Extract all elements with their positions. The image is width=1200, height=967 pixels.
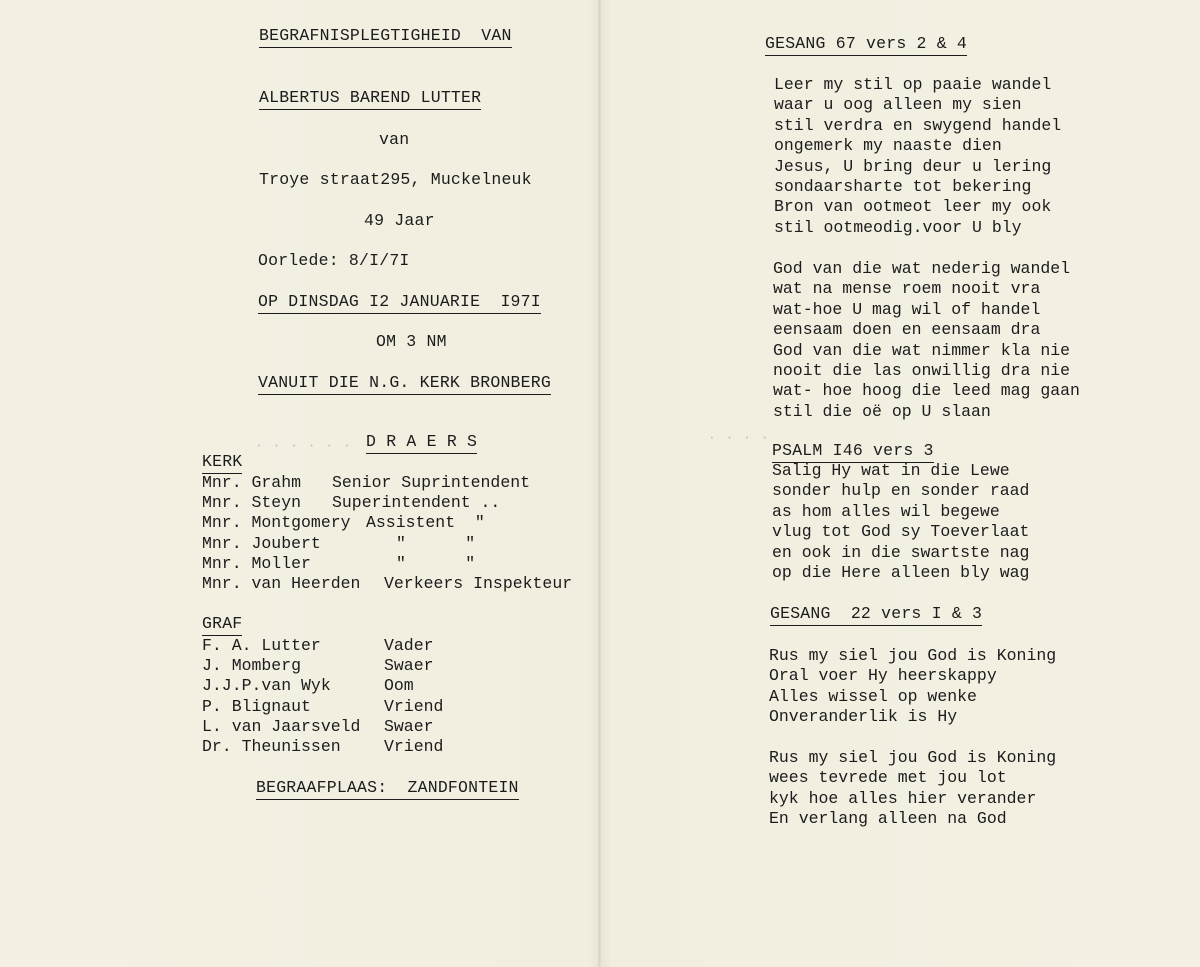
- bearer-row: [202, 513, 602, 533]
- graf-name: L. van Jaarsveld: [202, 716, 361, 736]
- graf-name: Dr. Theunissen: [202, 736, 341, 756]
- lyric-line: Oral voer Hy heerskappy: [769, 666, 997, 686]
- graf-row: [202, 636, 502, 656]
- lyric-line: Leer my stil op paaie wandel: [774, 75, 1052, 94]
- bearer-role: Assistent ": [366, 513, 485, 533]
- bearer-role: Verkeers Inspekteur: [384, 573, 573, 593]
- bearer-role: Superintendent ..: [332, 493, 501, 513]
- graf-row: [202, 656, 502, 676]
- bearer-row: [202, 554, 602, 574]
- lyric-line: Rus my siel jou God is Koning: [769, 646, 1057, 665]
- cemetery: BEGRAAFPLAAS: ZANDFONTEIN: [256, 778, 519, 800]
- bearer-row: [202, 493, 602, 513]
- graf-row: [202, 737, 502, 757]
- age: 49 Jaar: [364, 211, 435, 230]
- bearer-role: Senior Suprintendent: [332, 473, 531, 492]
- lyric-line: waar u oog alleen my sien: [774, 95, 1022, 115]
- lyric-line: stil verdra en swygend handel: [774, 115, 1062, 135]
- lyric-line: kyk hoe alles hier verander: [769, 788, 1037, 808]
- graf-name: F. A. Lutter: [202, 636, 321, 655]
- kerk-heading: KERK: [202, 452, 242, 474]
- deceased-name: ALBERTUS BAREND LUTTER: [259, 88, 481, 110]
- lyric-line: wat na mense roem nooit vra: [773, 279, 1041, 299]
- lyric-line: eensaam doen en eensaam dra: [773, 320, 1041, 340]
- lyric-line: sondaarsharte tot bekering: [774, 176, 1032, 196]
- lyric-line: wat- hoe hoog die leed mag gaan: [773, 381, 1080, 401]
- bearer-row: [202, 574, 602, 594]
- lyric-line: en ook in die swartste nag: [772, 542, 1030, 562]
- lyric-line: Onveranderlik is Hy: [769, 707, 958, 727]
- lyric-line: op die Here alleen bly wag: [772, 562, 1030, 582]
- psalm-title: PSALM I46 vers 3: [772, 441, 934, 463]
- lyric-line: ongemerk my naaste dien: [774, 136, 1002, 156]
- lyric-line: sonder hulp en sonder raad: [772, 481, 1030, 501]
- lyric-line: stil die oë op U slaan: [773, 401, 991, 421]
- service-time: OM 3 NM: [376, 332, 447, 351]
- lyric-line: Salig Hy wat in die Lewe: [772, 461, 1010, 480]
- bearer-role: " ": [396, 533, 476, 553]
- bearer-name: Mnr. Grahm: [202, 473, 302, 492]
- graf-name: J. Momberg: [202, 656, 302, 676]
- lyric-line: Jesus, U bring deur u lering: [774, 156, 1052, 176]
- bearer-row: [202, 534, 602, 554]
- ink-show-through-right: · · · ·: [708, 430, 770, 445]
- graf-row: [202, 697, 502, 717]
- bearer-name: Mnr. Montgomery: [202, 513, 351, 533]
- address: Troye straat295, Muckelneuk: [259, 170, 532, 189]
- graf-relation: Swaer: [384, 656, 434, 676]
- graf-name: J.J.P.van Wyk: [202, 676, 331, 696]
- graf-bearers-list: [202, 636, 502, 757]
- bearer-name: Mnr. van Heerden: [202, 573, 361, 593]
- graf-relation: Vriend: [384, 736, 444, 756]
- van-label: van: [379, 130, 410, 149]
- psalm-verse: [772, 461, 1029, 583]
- graf-relation: Oom: [384, 676, 414, 696]
- graf-name: P. Blignaut: [202, 696, 311, 716]
- lyric-line: Rus my siel jou God is Koning: [769, 748, 1057, 767]
- lyric-line: nooit die las onwillig dra nie: [773, 360, 1071, 380]
- bearer-name: Mnr. Moller: [202, 553, 311, 573]
- kerk-bearers-list: [202, 473, 602, 594]
- hymn1-title: GESANG 67 vers 2 & 4: [765, 34, 967, 56]
- lyric-line: wees tevrede met jou lot: [769, 768, 1007, 788]
- lyric-line: stil ootmeodig.voor U bly: [774, 217, 1022, 237]
- lyric-line: God van die wat nederig wandel: [773, 259, 1071, 278]
- date-of-death: Oorlede: 8/I/7I: [258, 251, 410, 270]
- heading-ceremony: BEGRAFNISPLEGTIGHEID VAN: [259, 26, 512, 48]
- graf-heading: GRAF: [202, 614, 242, 636]
- lyric-line: God van die wat nimmer kla nie: [773, 340, 1071, 360]
- bearer-name: Mnr. Steyn: [202, 493, 302, 513]
- lyric-line: En verlang alleen na God: [769, 809, 1007, 829]
- graf-row: [202, 717, 502, 737]
- lyric-line: Bron van ootmeot leer my ook: [774, 197, 1052, 217]
- bearer-row: [202, 473, 602, 493]
- lyric-line: vlug tot God sy Toeverlaat: [772, 522, 1030, 542]
- bearer-name: Mnr. Joubert: [202, 533, 321, 553]
- graf-relation: Vriend: [384, 696, 444, 716]
- ink-show-through: · · · · · ·: [255, 438, 352, 453]
- service-date: OP DINSDAG I2 JANUARIE I97I: [258, 292, 541, 314]
- graf-relation: Vader: [384, 636, 434, 655]
- service-location: VANUIT DIE N.G. KERK BRONBERG: [258, 373, 551, 395]
- lyric-line: wat-hoe U mag wil of handel: [773, 299, 1041, 319]
- hymn1-verse1: [774, 75, 1061, 238]
- hymn1-verse2: [773, 259, 1080, 422]
- graf-row: [202, 676, 502, 696]
- bearer-role: " ": [396, 553, 476, 573]
- bearers-heading: D R A E R S: [366, 432, 477, 454]
- lyric-line: Alles wissel op wenke: [769, 686, 977, 706]
- hymn2-verse2: [769, 748, 1056, 830]
- graf-relation: Swaer: [384, 716, 434, 736]
- hymn2-title: GESANG 22 vers I & 3: [770, 604, 982, 626]
- hymn2-verse1: [769, 646, 1056, 728]
- lyric-line: as hom alles wil begewe: [772, 501, 1000, 521]
